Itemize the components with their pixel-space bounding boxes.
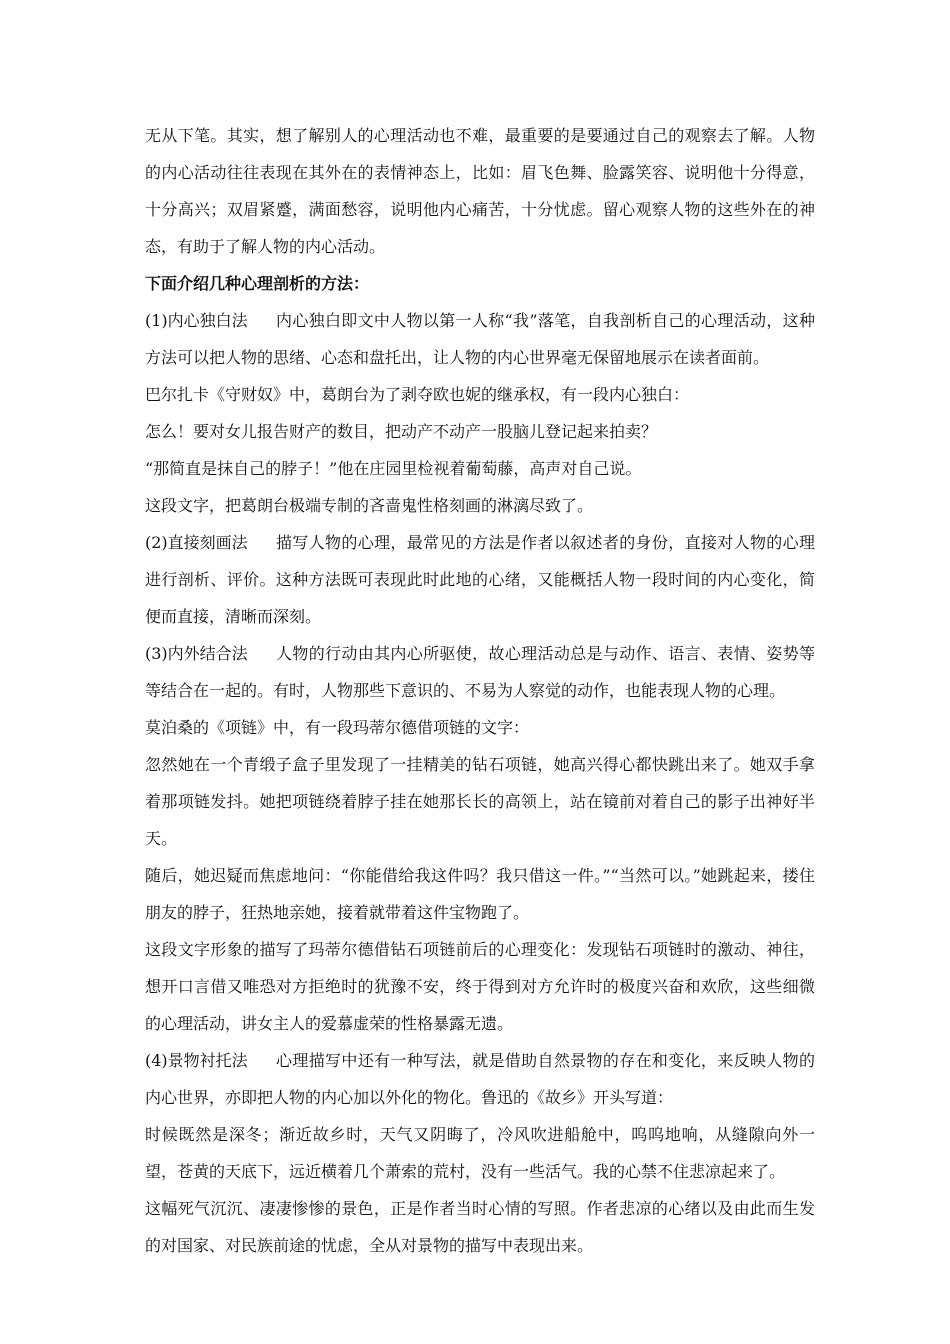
method-2-text: 描写人物的心理，最常见的方法是作者以叙述者的身份，直接对人物的心理进行剖析、评价。这种方法既可表现此时此地的心绪，又能概括人物一段时间的内心变化，简便而直接，清晰而深刻。: [145, 533, 815, 626]
method-1-quote-1: 怎么！要对女儿报告财产的数目，把动产不动产一股脑儿登记起来拍卖？: [145, 422, 658, 441]
method-4-quote: 时候既然是深冬；渐近故乡时，天气又阴晦了，冷风吹进船舱中，呜呜地响，从缝隙向外一望，苍黄的天底下，远近横着几个萧索的荒村，没有一些活气。我的心禁不住悲凉起来了。: [145, 1125, 815, 1181]
method-3-quote-1: 忽然她在一个青缎子盒子里发现了一挂精美的钻石项链，她高兴得心都快跳出来了。她双手拿着那项链发抖。她把项链绕着脖子挂在她那长长的高领上，站在镜前对着自己的影子出神好半天。: [145, 755, 815, 848]
method-4-label: (4)景物衬托法: [145, 1051, 248, 1070]
method-3-example-intro: 莫泊桑的《项链》中，有一段玛蒂尔德借项链的文字：: [145, 718, 530, 737]
method-1-label: (1)内心独白法: [145, 311, 248, 330]
intro-paragraph: 无从下笔。其实，想了解别人的心理活动也不难，最重要的是要通过自己的观察去了解。人物的内心活动往往表现在其外在的表情神态上，比如：眉飞色舞、脸露笑容、说明他十分得意，十分高兴；双眉紧蹙，满面愁容，说明他内心痛苦，十分忧虑。留心观察人物的这些外在的神态，有助于了解人物的内心活动。: [145, 126, 815, 256]
method-4-paragraph: [145, 1042, 815, 1116]
method-4-comment: 这幅死气沉沉、凄凄惨惨的景色，正是作者当时心情的写照。作者悲凉的心绪以及由此而生发的对国家、对民族前途的忧虑，全从对景物的描写中表现出来。: [145, 1199, 815, 1255]
method-3-label: (3)内外结合法: [145, 644, 248, 663]
method-2-label: (2)直接刻画法: [145, 533, 248, 552]
method-1-example-intro: 巴尔扎卡《守财奴》中，葛朗台为了剥夺欧也妮的继承权，有一段内心独白：: [145, 385, 690, 404]
document-body: [145, 117, 815, 1264]
method-3-comment: 这段文字形象的描写了玛蒂尔德借钻石项链前后的心理变化：发现钻石项链时的激动、神往，想开口言借又唯恐对方拒绝时的犹豫不安，终于得到对方允许时的极度兴奋和欢欣，这些细微的心理活动，讲女主人的爱慕虚荣的性格暴露无遗。: [145, 940, 815, 1033]
method-1-text: 内心独白即文中人物以第一人称“我”落笔，自我剖析自己的心理活动，这种方法可以把人物的思绪、心态和盘托出，让人物的内心世界毫无保留地展示在读者面前。: [145, 311, 815, 367]
method-1-quote-2: “那简直是抹自己的脖子！”他在庄园里检视着葡萄藤，高声对自己说。: [145, 459, 642, 478]
method-3-text: 人物的行动由其内心所驱使，故心理活动总是与动作、语言、表情、姿势等等结合在一起的。有时，人物那些下意识的、不易为人察觉的动作，也能表现人物的心理。: [145, 644, 815, 700]
methods-heading: 下面介绍几种心理剖析的方法：: [145, 274, 370, 293]
method-1-paragraph: [145, 302, 815, 376]
method-2-paragraph: [145, 524, 815, 635]
method-3-paragraph: [145, 635, 815, 709]
method-3-quote-2: 随后，她迟疑而焦虑地问：“你能借给我这件吗？我只借这一件。”“当然可以。”她跳起来，搂住朋友的脖子，狂热地亲她，接着就带着这件宝物跑了。: [145, 866, 815, 922]
method-4-text: 心理描写中还有一种写法，就是借助自然景物的存在和变化，来反映人物的内心世界，亦即把人物的内心加以外化的物化。鲁迅的《故乡》开头写道：: [145, 1051, 815, 1107]
method-1-comment: 这段文字，把葛朗台极端专制的吝啬鬼性格刻画的淋漓尽致了。: [145, 496, 594, 515]
